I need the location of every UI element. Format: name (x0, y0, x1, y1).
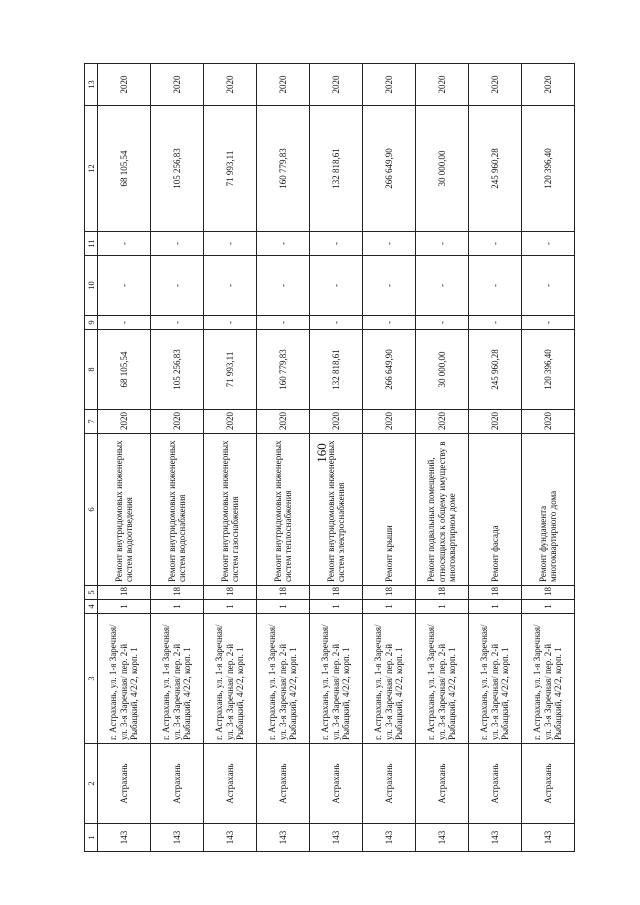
table-body (85, 64, 575, 852)
col9-cell: - (257, 316, 310, 330)
col9-cell: - (151, 316, 204, 330)
col13-year-cell: 2020 (257, 64, 310, 106)
total-cost-cell: 266 649,90 (363, 330, 416, 410)
col13-year-cell: 2020 (522, 64, 575, 106)
col9-cell: - (469, 316, 522, 330)
col12-cost-cell: 105 256,83 (151, 106, 204, 232)
city-cell: Астрахань (522, 744, 575, 824)
table-row (310, 64, 363, 852)
col13-year-cell: 2020 (363, 64, 416, 106)
col11-cell: - (204, 232, 257, 256)
year-cell: 2020 (257, 410, 310, 434)
header-cell: 6 (85, 434, 98, 586)
col4-cell: 1 (151, 600, 204, 614)
address-cell: г. Астрахань, ул. 1-я Заречная/ ул. 3-я Заречная/ пер. 2-й Рыбацкий, 4/2/2, корп. 1 (310, 614, 363, 744)
col12-cost-cell: 120 396,40 (522, 106, 575, 232)
row-number-cell: 143 (204, 824, 257, 852)
table-row (363, 64, 416, 852)
total-cost-cell: 105 256,83 (151, 330, 204, 410)
col11-cell: - (151, 232, 204, 256)
year-cell: 2020 (469, 410, 522, 434)
col12-cost-cell: 160 779,83 (257, 106, 310, 232)
total-cost-cell: 30 000,00 (416, 330, 469, 410)
header-cell: 9 (85, 316, 98, 330)
header-cell: 8 (85, 330, 98, 410)
table-row (469, 64, 522, 852)
table-row (257, 64, 310, 852)
col4-cell: 1 (363, 600, 416, 614)
col10-cell: - (469, 256, 522, 316)
row-number-cell: 143 (98, 824, 151, 852)
header-row (85, 64, 98, 852)
col10-cell: - (310, 256, 363, 316)
col5-cell: 18 (416, 586, 469, 600)
year-cell: 2020 (98, 410, 151, 434)
year-cell: 2020 (204, 410, 257, 434)
col5-cell: 18 (469, 586, 522, 600)
header-cell: 2 (85, 744, 98, 824)
table-row (204, 64, 257, 852)
address-cell: г. Астрахань, ул. 1-я Заречная/ ул. 3-я Заречная/ пер. 2-й Рыбацкий, 4/2/2, корп. 1 (98, 614, 151, 744)
city-cell: Астрахань (310, 744, 363, 824)
col5-cell: 18 (204, 586, 257, 600)
col4-cell: 1 (257, 600, 310, 614)
work-type-cell: Ремонт фундамента многоквартирного дома (522, 434, 575, 586)
table-row (151, 64, 204, 852)
row-number-cell: 143 (416, 824, 469, 852)
col13-year-cell: 2020 (151, 64, 204, 106)
col12-cost-cell: 71 993,11 (204, 106, 257, 232)
col12-cost-cell: 30 000,00 (416, 106, 469, 232)
work-type-cell: Ремонт внутридомовых инженерных систем водоотведения (98, 434, 151, 586)
address-cell: г. Астрахань, ул. 1-я Заречная/ ул. 3-я Заречная/ пер. 2-й Рыбацкий, 4/2/2, корп. 1 (522, 614, 575, 744)
col4-cell: 1 (204, 600, 257, 614)
work-type-cell: Ремонт внутридомовых инженерных систем водоснабжения (151, 434, 204, 586)
col12-cost-cell: 68 105,54 (98, 106, 151, 232)
year-cell: 2020 (310, 410, 363, 434)
col13-year-cell: 2020 (310, 64, 363, 106)
col5-cell: 18 (363, 586, 416, 600)
col9-cell: - (204, 316, 257, 330)
address-cell: г. Астрахань, ул. 1-я Заречная/ ул. 3-я Заречная/ пер. 2-й Рыбацкий, 4/2/2, корп. 1 (363, 614, 416, 744)
col5-cell: 18 (257, 586, 310, 600)
col4-cell: 1 (416, 600, 469, 614)
city-cell: Астрахань (151, 744, 204, 824)
col4-cell: 1 (98, 600, 151, 614)
total-cost-cell: 71 993,11 (204, 330, 257, 410)
col5-cell: 18 (151, 586, 204, 600)
col5-cell: 18 (98, 586, 151, 600)
header-cell: 7 (85, 410, 98, 434)
year-cell: 2020 (522, 410, 575, 434)
col10-cell: - (98, 256, 151, 316)
col13-year-cell: 2020 (416, 64, 469, 106)
row-number-cell: 143 (363, 824, 416, 852)
col5-cell: 18 (310, 586, 363, 600)
col9-cell: - (522, 316, 575, 330)
work-type-cell: Ремонт подвальных помещений, относящихся к общему имуществу в многоквартирном доме (416, 434, 469, 586)
rotated-table-wrapper (84, 64, 564, 852)
city-cell: Астрахань (98, 744, 151, 824)
work-type-cell: Ремонт крыши (363, 434, 416, 586)
col4-cell: 1 (469, 600, 522, 614)
year-cell: 2020 (416, 410, 469, 434)
col12-cost-cell: 132 818,61 (310, 106, 363, 232)
col11-cell: - (469, 232, 522, 256)
row-number-cell: 143 (257, 824, 310, 852)
col9-cell: - (310, 316, 363, 330)
row-number-cell: 143 (310, 824, 363, 852)
page-number-text: 160 (314, 443, 329, 463)
col12-cost-cell: 245 960,28 (469, 106, 522, 232)
header-cell: 3 (85, 614, 98, 744)
col10-cell: - (257, 256, 310, 316)
col13-year-cell: 2020 (204, 64, 257, 106)
total-cost-cell: 132 818,61 (310, 330, 363, 410)
header-cell: 5 (85, 586, 98, 600)
row-number-cell: 143 (522, 824, 575, 852)
row-number-cell: 143 (469, 824, 522, 852)
col12-cost-cell: 266 649,90 (363, 106, 416, 232)
col13-year-cell: 2020 (469, 64, 522, 106)
table-row (416, 64, 469, 852)
address-cell: г. Астрахань, ул. 1-я Заречная/ ул. 3-я Заречная/ пер. 2-й Рыбацкий, 4/2/2, корп. 1 (469, 614, 522, 744)
col4-cell: 1 (522, 600, 575, 614)
work-type-cell: Ремонт внутридомовых инженерных систем теплоснабжения (257, 434, 310, 586)
total-cost-cell: 120 396,40 (522, 330, 575, 410)
col13-year-cell: 2020 (98, 64, 151, 106)
col11-cell: - (257, 232, 310, 256)
address-cell: г. Астрахань, ул. 1-я Заречная/ ул. 3-я Заречная/ пер. 2-й Рыбацкий, 4/2/2, корп. 1 (204, 614, 257, 744)
col10-cell: - (363, 256, 416, 316)
header-cell: 12 (85, 106, 98, 232)
year-cell: 2020 (151, 410, 204, 434)
year-cell: 2020 (363, 410, 416, 434)
address-cell: г. Астрахань, ул. 1-я Заречная/ ул. 3-я Заречная/ пер. 2-й Рыбацкий, 4/2/2, корп. 1 (151, 614, 204, 744)
total-cost-cell: 245 960,28 (469, 330, 522, 410)
city-cell: Астрахань (257, 744, 310, 824)
col5-cell: 18 (522, 586, 575, 600)
header-cell: 13 (85, 64, 98, 106)
work-type-cell: Ремонт внутридомовых инженерных систем газоснабжения (204, 434, 257, 586)
address-cell: г. Астрахань, ул. 1-я Заречная/ ул. 3-я Заречная/ пер. 2-й Рыбацкий, 4/2/2, корп. 1 (416, 614, 469, 744)
address-cell: г. Астрахань, ул. 1-я Заречная/ ул. 3-я Заречная/ пер. 2-й Рыбацкий, 4/2/2, корп. 1 (257, 614, 310, 744)
city-cell: Астрахань (469, 744, 522, 824)
work-type-cell: Ремонт фасада (469, 434, 522, 586)
col11-cell: - (310, 232, 363, 256)
col10-cell: - (204, 256, 257, 316)
total-cost-cell: 160 779,83 (257, 330, 310, 410)
col4-cell: 1 (310, 600, 363, 614)
col10-cell: - (522, 256, 575, 316)
header-cell: 4 (85, 600, 98, 614)
total-cost-cell: 68 105,54 (98, 330, 151, 410)
header-cell: 11 (85, 232, 98, 256)
row-number-cell: 143 (151, 824, 204, 852)
capital-repair-table (84, 63, 575, 852)
col11-cell: - (416, 232, 469, 256)
col10-cell: - (151, 256, 204, 316)
col11-cell: - (363, 232, 416, 256)
col9-cell: - (363, 316, 416, 330)
col11-cell: - (98, 232, 151, 256)
col9-cell: - (416, 316, 469, 330)
table-row (522, 64, 575, 852)
col11-cell: - (522, 232, 575, 256)
city-cell: Астрахань (363, 744, 416, 824)
city-cell: Астрахань (416, 744, 469, 824)
col9-cell: - (98, 316, 151, 330)
col10-cell: - (416, 256, 469, 316)
city-cell: Астрахань (204, 744, 257, 824)
table-row (98, 64, 151, 852)
work-type-cell: Ремонт внутридомовых инженерных систем электроснабжения (310, 434, 363, 586)
header-cell: 1 (85, 824, 98, 852)
header-cell: 10 (85, 256, 98, 316)
